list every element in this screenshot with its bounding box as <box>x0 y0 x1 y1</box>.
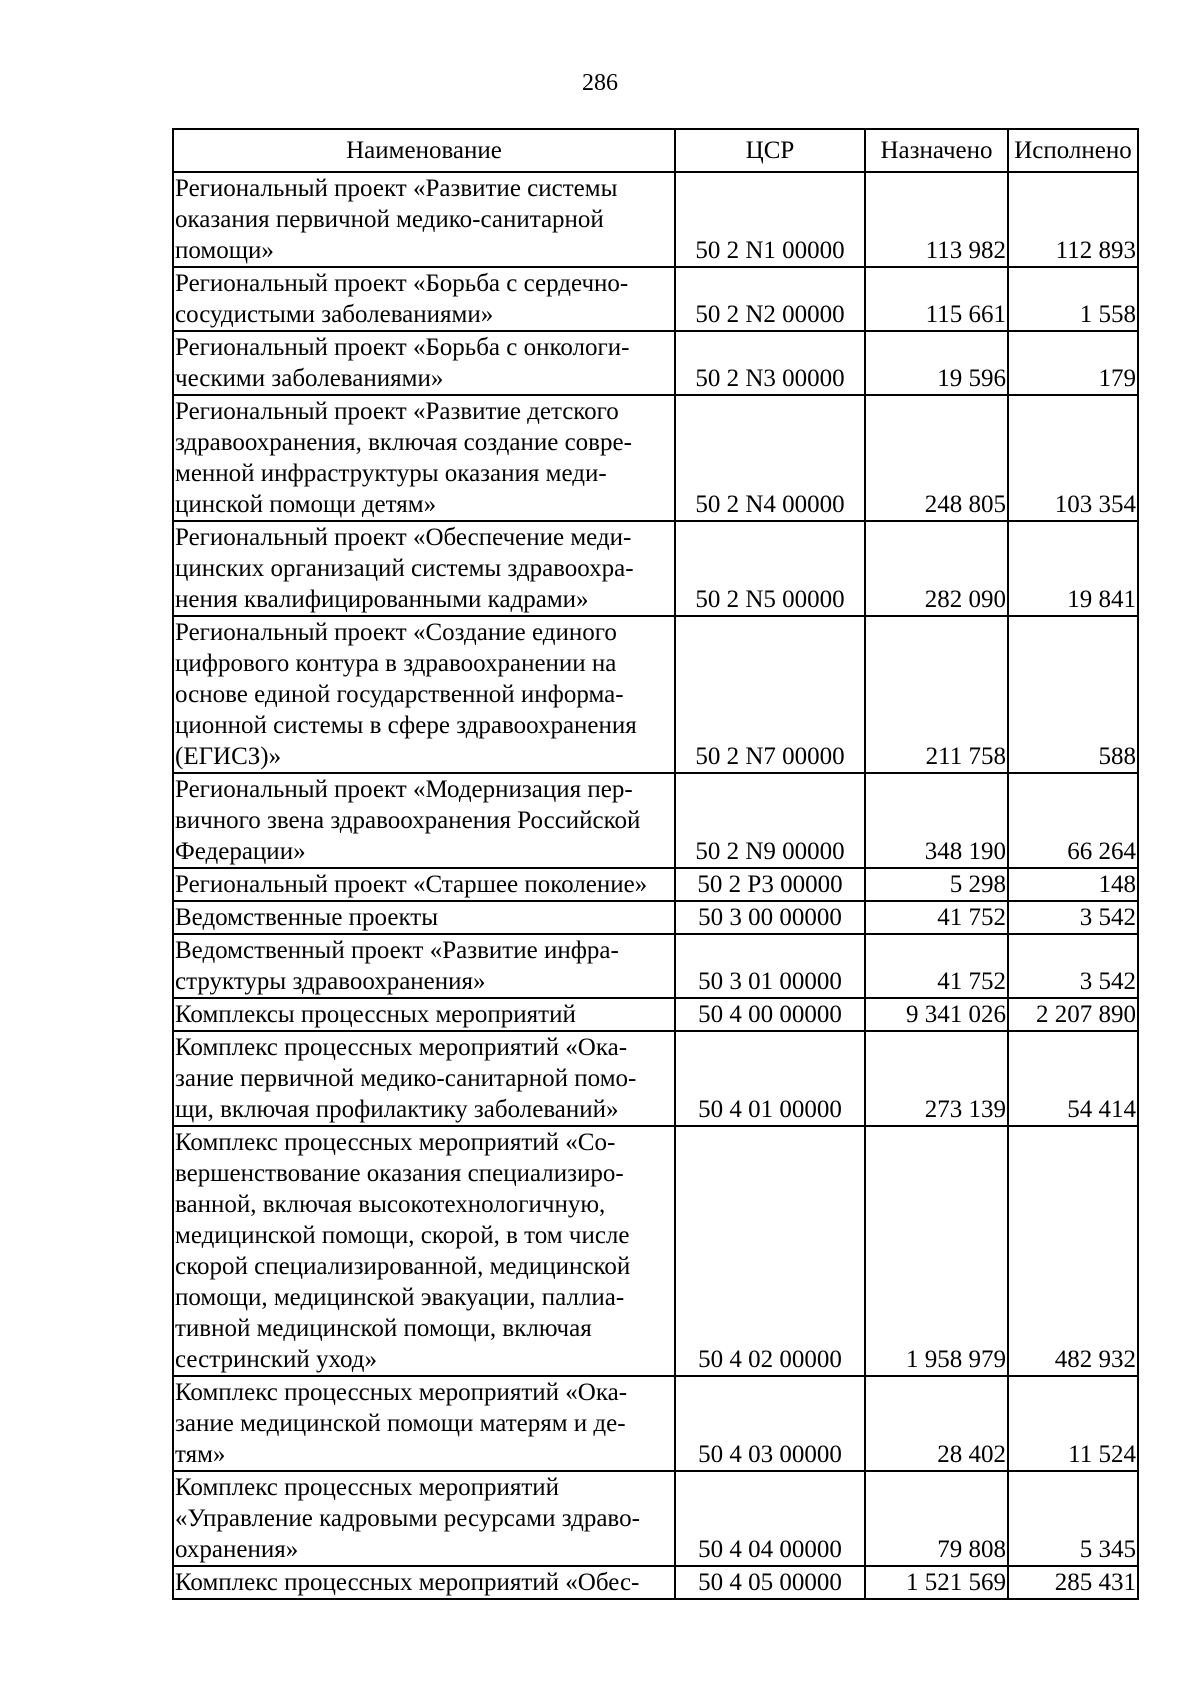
header-planned: Назначено <box>865 129 1008 172</box>
table-row <box>173 172 1138 267</box>
header-executed: Исполнено <box>1008 129 1138 172</box>
row-name <box>173 1471 675 1566</box>
row-executed: 588 <box>1008 616 1138 773</box>
row-name-line: менной инфраструктуры оказания меди- <box>175 460 607 487</box>
row-name-line: нения квалифицированными кадрами» <box>175 586 589 613</box>
row-executed: 3 542 <box>1008 934 1138 998</box>
row-name <box>173 934 675 998</box>
row-planned: 248 805 <box>865 395 1008 521</box>
row-planned: 1 958 979 <box>865 1126 1008 1376</box>
row-name <box>173 1566 675 1599</box>
table-row <box>173 1126 1138 1376</box>
row-planned: 1 521 569 <box>865 1566 1008 1599</box>
row-csr: 50 2 P3 00000 <box>675 868 865 901</box>
table-row <box>173 773 1138 868</box>
row-name <box>173 172 675 267</box>
table-row <box>173 1031 1138 1126</box>
row-name <box>173 868 675 901</box>
row-csr: 50 2 N9 00000 <box>675 773 865 868</box>
row-csr: 50 3 00 00000 <box>675 901 865 934</box>
page-number: 286 <box>582 70 618 96</box>
row-name-line: «Управление кадровыми ресурсами здраво- <box>175 1505 640 1532</box>
row-planned: 9 341 026 <box>865 998 1008 1031</box>
table-row <box>173 934 1138 998</box>
row-name <box>173 901 675 934</box>
row-planned: 282 090 <box>865 521 1008 616</box>
table-row <box>173 868 1138 901</box>
row-name <box>173 616 675 773</box>
row-planned: 115 661 <box>865 267 1008 331</box>
row-name-line: помощи, медицинской эвакуации, паллиа- <box>175 1284 625 1311</box>
table-row <box>173 267 1138 331</box>
row-planned: 41 752 <box>865 901 1008 934</box>
row-name-line: медицинской помощи, скорой, в том числе <box>175 1222 630 1249</box>
header-row <box>173 129 1138 172</box>
row-name-line: оказания первичной медико-санитарной <box>175 206 604 233</box>
row-name-line: помощи» <box>175 237 274 264</box>
table-row <box>173 616 1138 773</box>
row-executed: 5 345 <box>1008 1471 1138 1566</box>
row-name <box>173 267 675 331</box>
row-name <box>173 331 675 395</box>
header-csr: ЦСР <box>675 129 865 172</box>
row-executed: 11 524 <box>1008 1376 1138 1471</box>
row-name-line: цинской помощи детям» <box>175 491 437 518</box>
row-name-line: основе единой государственной информа- <box>175 681 624 708</box>
row-executed: 285 431 <box>1008 1566 1138 1599</box>
row-planned: 211 758 <box>865 616 1008 773</box>
row-planned: 5 298 <box>865 868 1008 901</box>
row-name-line: Региональный проект «Создание единого <box>175 619 617 646</box>
row-executed: 2 207 890 <box>1008 998 1138 1031</box>
row-executed: 103 354 <box>1008 395 1138 521</box>
row-name-line: вичного звена здравоохранения Российской <box>175 807 641 834</box>
row-planned: 273 139 <box>865 1031 1008 1126</box>
row-name-line: Региональный проект «Старшее поколение» <box>175 871 648 898</box>
row-name-line: Региональный проект «Борьба с сердечно- <box>175 270 629 297</box>
row-name-line: тивной медицинской помощи, включая <box>175 1315 592 1342</box>
row-csr: 50 4 02 00000 <box>675 1126 865 1376</box>
row-name-line: Комплекс процессных мероприятий «Ока- <box>175 1034 628 1061</box>
row-name <box>173 521 675 616</box>
row-name-line: ционной системы в сфере здравоохранения <box>175 712 637 739</box>
row-name-line: Региональный проект «Развитие детского <box>175 398 619 425</box>
row-executed: 3 542 <box>1008 901 1138 934</box>
row-name-line: скорой специализированной, медицинской <box>175 1253 631 1280</box>
row-name-line: Комплексы процессных мероприятий <box>175 1001 576 1028</box>
row-name-line: Комплекс процессных мероприятий «Ока- <box>175 1379 628 1406</box>
row-csr: 50 4 01 00000 <box>675 1031 865 1126</box>
row-planned: 113 982 <box>865 172 1008 267</box>
row-name <box>173 1126 675 1376</box>
row-executed: 54 414 <box>1008 1031 1138 1126</box>
row-name <box>173 773 675 868</box>
row-executed: 112 893 <box>1008 172 1138 267</box>
row-csr: 50 2 N3 00000 <box>675 331 865 395</box>
row-name-line: здравоохранения, включая создание совре- <box>175 429 632 456</box>
row-name-line: сосудистыми заболеваниями» <box>175 301 494 328</box>
row-name-line: цинских организаций системы здравоохра- <box>175 555 634 582</box>
table-row <box>173 521 1138 616</box>
table-row <box>173 395 1138 521</box>
row-csr: 50 4 00 00000 <box>675 998 865 1031</box>
row-name-line: тям» <box>175 1441 226 1468</box>
row-name-line: Ведомственные проекты <box>175 904 439 931</box>
row-planned: 348 190 <box>865 773 1008 868</box>
row-name-line: Комплекс процессных мероприятий «Обес- <box>175 1569 640 1596</box>
row-name <box>173 1031 675 1126</box>
row-csr: 50 4 05 00000 <box>675 1566 865 1599</box>
row-name-line: зание медицинской помощи матерям и де- <box>175 1410 626 1437</box>
table-row <box>173 1376 1138 1471</box>
row-csr: 50 4 03 00000 <box>675 1376 865 1471</box>
row-csr: 50 3 01 00000 <box>675 934 865 998</box>
row-name-line: Комплекс процессных мероприятий <box>175 1474 560 1501</box>
row-name-line: Региональный проект «Модернизация пер- <box>175 776 633 803</box>
table-row <box>173 1566 1138 1599</box>
row-planned: 19 596 <box>865 331 1008 395</box>
row-name-line: Комплекс процессных мероприятий «Со- <box>175 1129 616 1156</box>
row-executed: 1 558 <box>1008 267 1138 331</box>
row-csr: 50 2 N2 00000 <box>675 267 865 331</box>
row-planned: 28 402 <box>865 1376 1008 1471</box>
table-row <box>173 1471 1138 1566</box>
row-name-line: зание первичной медико-санитарной помо- <box>175 1065 637 1092</box>
row-name-line: Ведомственный проект «Развитие инфра- <box>175 937 619 964</box>
row-name-line: Региональный проект «Обеспечение меди- <box>175 524 632 551</box>
row-csr: 50 2 N7 00000 <box>675 616 865 773</box>
table-header <box>173 129 1138 172</box>
row-name-line: ванной, включая высокотехнологичную, <box>175 1191 606 1218</box>
row-name-line: Региональный проект «Развитие системы <box>175 175 618 202</box>
row-name-line: структуры здравоохранения» <box>175 968 486 995</box>
row-name-line: сестринский уход» <box>175 1346 378 1373</box>
row-name <box>173 395 675 521</box>
table-body <box>173 172 1138 1599</box>
row-name-line: щи, включая профилактику заболеваний» <box>175 1096 619 1123</box>
row-name-line: Региональный проект «Борьба с онкологи- <box>175 334 630 361</box>
table-row <box>173 331 1138 395</box>
header-name: Наименование <box>173 129 675 172</box>
row-executed: 179 <box>1008 331 1138 395</box>
row-name-line: ческими заболеваниями» <box>175 365 444 392</box>
row-planned: 41 752 <box>865 934 1008 998</box>
row-name-line: цифрового контура в здравоохранении на <box>175 650 617 677</box>
row-csr: 50 2 N5 00000 <box>675 521 865 616</box>
row-name <box>173 1376 675 1471</box>
row-name <box>173 998 675 1031</box>
row-name-line: Федерации» <box>175 838 306 865</box>
row-csr: 50 4 04 00000 <box>675 1471 865 1566</box>
row-name-line: (ЕГИСЗ)» <box>175 743 282 770</box>
row-executed: 148 <box>1008 868 1138 901</box>
row-name-line: вершенствование оказания специализиро- <box>175 1160 624 1187</box>
row-planned: 79 808 <box>865 1471 1008 1566</box>
row-executed: 19 841 <box>1008 521 1138 616</box>
table-row <box>173 998 1138 1031</box>
row-executed: 66 264 <box>1008 773 1138 868</box>
row-executed: 482 932 <box>1008 1126 1138 1376</box>
table-row <box>173 901 1138 934</box>
budget-table <box>172 128 1139 1600</box>
row-name-line: охранения» <box>175 1536 299 1563</box>
row-csr: 50 2 N1 00000 <box>675 172 865 267</box>
row-csr: 50 2 N4 00000 <box>675 395 865 521</box>
